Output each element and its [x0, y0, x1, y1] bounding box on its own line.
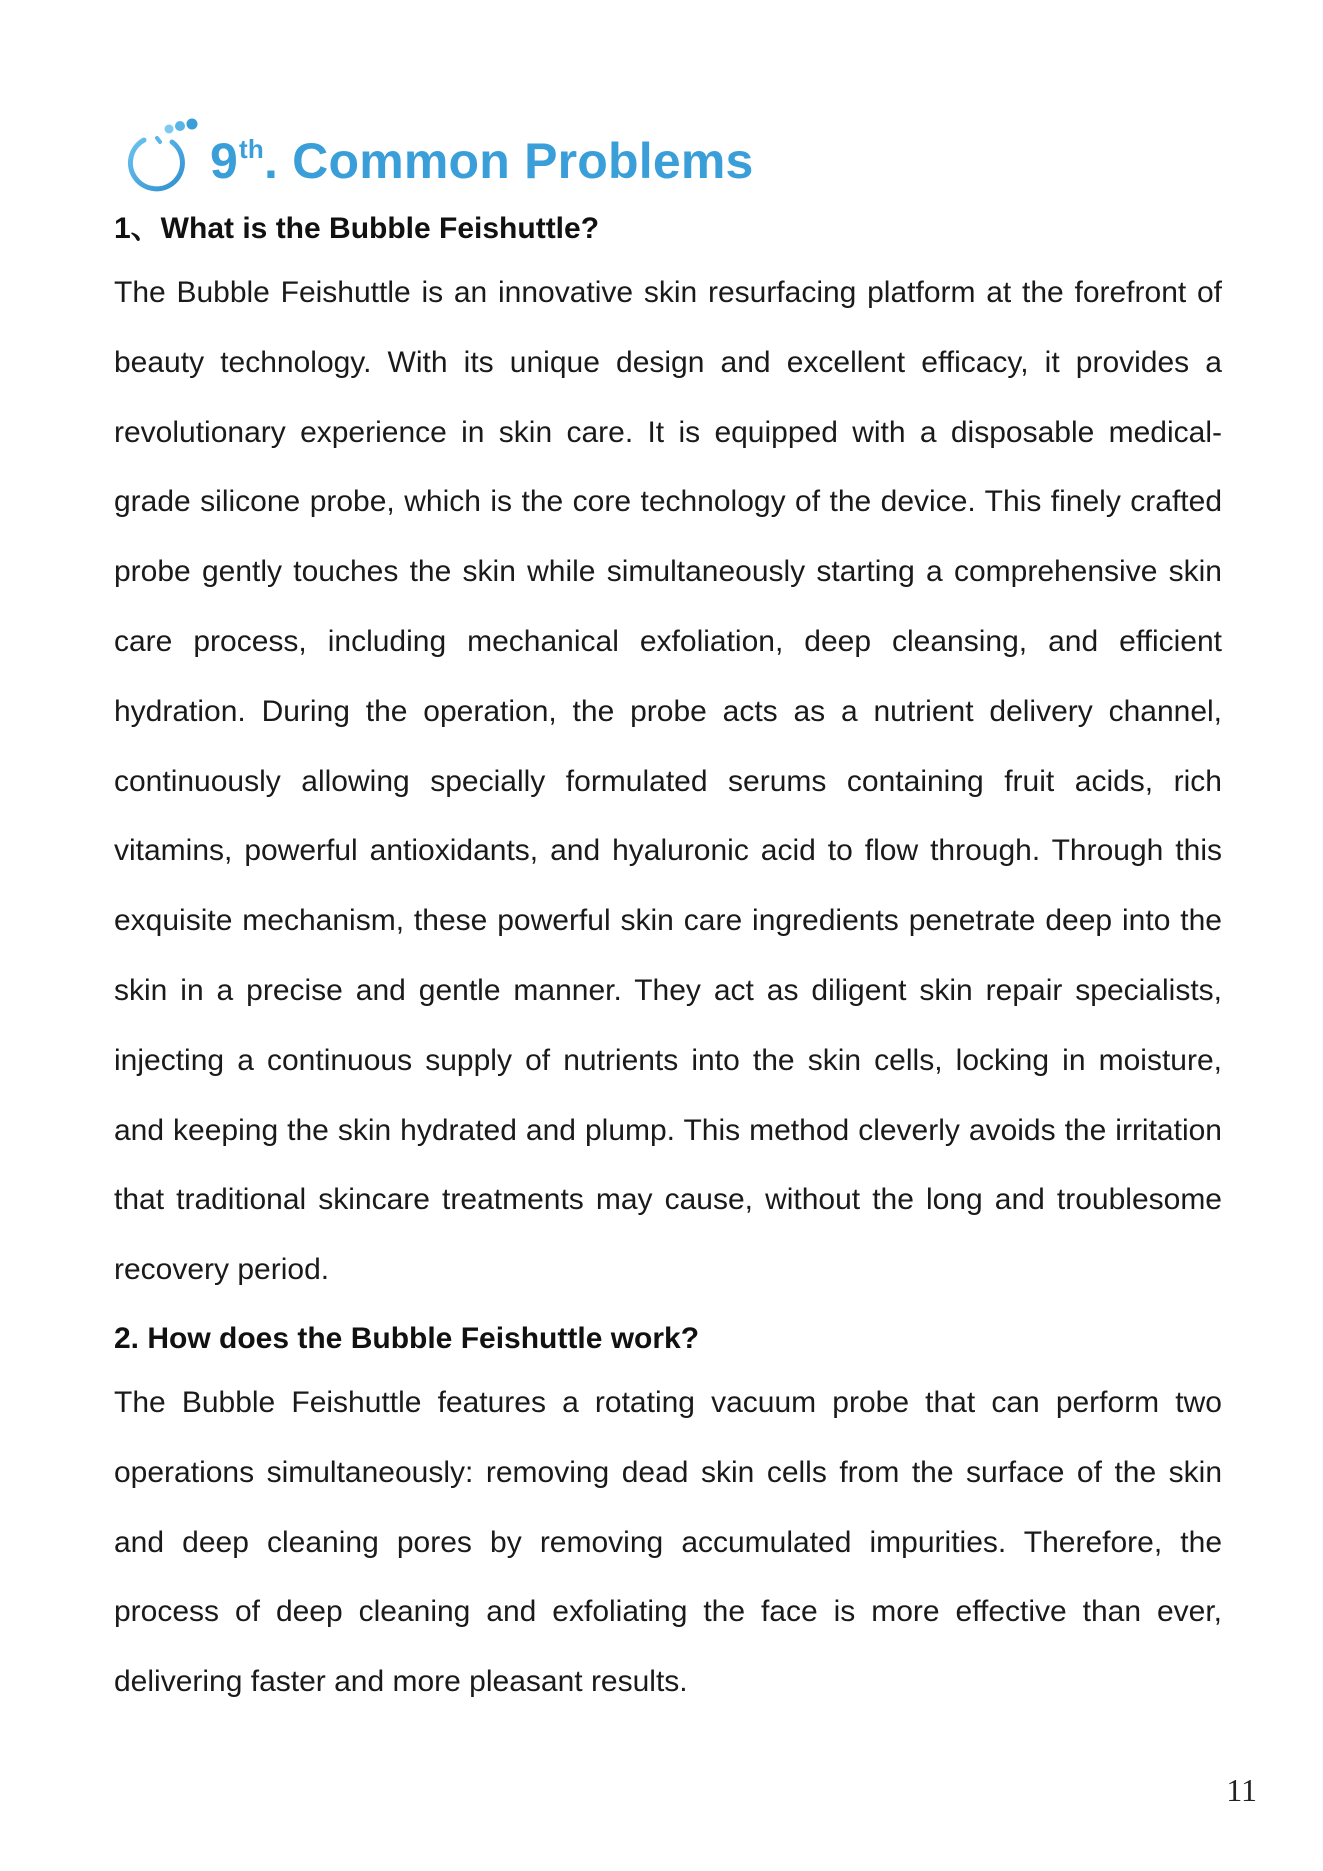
- faq-answer-2: The Bubble Feishuttle features a rotating vacuum probe that can perform two operations simultaneously: removing dead skin cells from the surface of the skin and deep cleaning pores by removing accumulated impurities. Therefore, the process of deep cleaning and exfoliating the face is more effective than ever, delivering faster and more pleasant results.: [114, 1385, 1222, 1699]
- section-number-suffix: th: [239, 134, 264, 164]
- section-header: [120, 118, 754, 198]
- page-title: [210, 133, 754, 189]
- faq-answer-1: The Bubble Feishuttle is an innovative skin resurfacing platform at the forefront of beauty technology. With its unique design and excellent efficacy, it provides a revolutionary experience in skin care. It is equipped with a disposable medical-grade silicone probe, which is the core technology of the device. This finely crafted probe gently touches the skin while simultaneously starting a comprehensive skin care process, including mechanical exfoliation, deep cleansing, and efficient hydration. During the operation, the probe acts as a nutrient delivery channel, continuously allowing specially formulated serums containing fruit acids, rich vitamins, powerful antioxidants, and hyaluronic acid to flow through. Through this exquisite mechanism, these powerful skin care ingredients penetrate deep into the skin in a precise and gentle manner. They act as diligent skin repair specialists, injecting a continuous supply of nutrients into the skin cells, locking in moisture, and keeping the skin hydrated and plump. This method cleverly avoids the irritation that traditional skincare treatments may cause, without the long and troublesome recovery period.: [114, 276, 1222, 1287]
- bubble-ring-icon: [120, 118, 198, 198]
- faq-list: [114, 200, 1222, 1717]
- faq-question-2: 2. How does the Bubble Feishuttle work?: [114, 1321, 700, 1355]
- faq-question-1: 1、What is the Bubble Feishuttle?: [114, 212, 600, 245]
- section-title-text: . Common Problems: [263, 133, 754, 189]
- page-number: 11: [1226, 1772, 1257, 1808]
- section-number: 9: [210, 133, 239, 189]
